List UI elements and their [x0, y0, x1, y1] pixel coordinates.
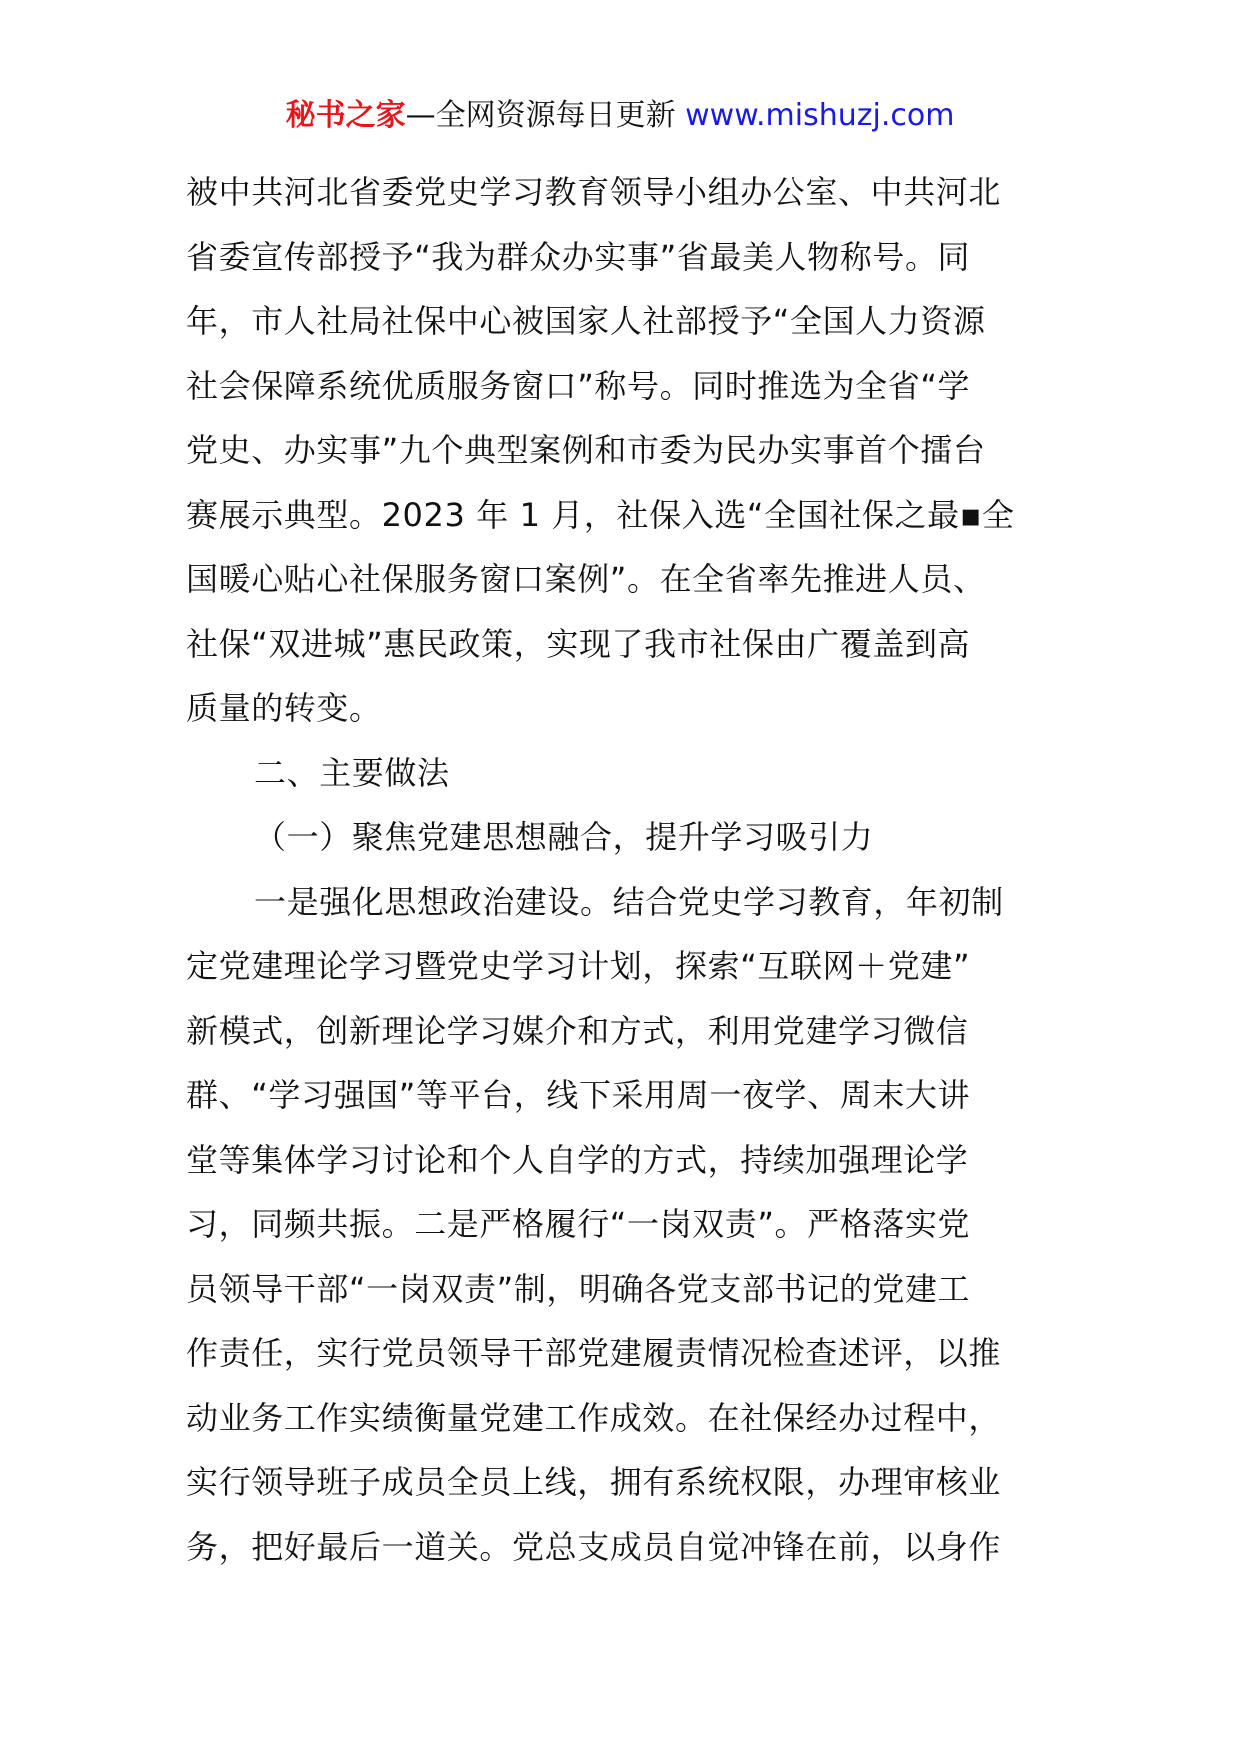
page-header [0, 96, 1240, 136]
text-line: 新模式，创新理论学习媒介和方式，利用党建学习微信 [186, 1011, 969, 1050]
header-tagline: —全网资源每日更新 [405, 98, 686, 133]
text-line: 年，市人社局社保中心被国家人社部授予“全国人力资源 [186, 302, 986, 340]
website-link[interactable]: www.mishuzj.com [685, 98, 955, 133]
text-line: 动业务工作实绩衡量党建工作成效。在社保经办过程中， [186, 1398, 1002, 1437]
text-line: 二、主要做法 [254, 753, 450, 792]
text-line: 党史、办实事”九个典型案例和市委为民办实事首个擂台 [186, 431, 986, 469]
text-line: 作责任，实行党员领导干部党建履责情况检查述评，以推 [186, 1334, 1002, 1372]
text-line: 社会保障系统优质服务窗口”称号。同时推选为全省“学 [186, 366, 971, 405]
text-line: 被中共河北省委党史学习教育领导小组办公室、中共河北 [186, 173, 1002, 211]
text-line: 定党建理论学习暨党史学习计划，探索“互联网＋党建” [186, 947, 971, 985]
text-line: 务，把好最后一道关。党总支成员自觉冲锋在前，以身作 [186, 1527, 1002, 1566]
text-line: 群、“学习强国”等平台，线下采用周一夜学、周末大讲 [186, 1076, 971, 1114]
text-line: 省委宣传部授予“我为群众办实事”省最美人物称号。同 [186, 237, 971, 276]
text-line: 社保“双进城”惠民政策，实现了我市社保由广覆盖到高 [186, 624, 971, 663]
document-body [186, 160, 1066, 1579]
brand-name: 秘书之家 [285, 98, 406, 133]
text-line: 习，同频共振。二是严格履行“一岗双责”。严格落实党 [186, 1205, 971, 1243]
text-line: 赛展示典型。2023 年 1 月，社保入选“全国社保之最▪全 [186, 495, 1015, 534]
text-line: 质量的转变。 [186, 689, 382, 727]
text-line: （一）聚焦党建思想融合，提升学习吸引力 [254, 818, 874, 856]
text-line: 国暖心贴心社保服务窗口案例”。在全省率先推进人员、 [186, 560, 986, 598]
text-line: 一是强化思想政治建设。结合党史学习教育，年初制 [254, 882, 1004, 921]
text-line: 实行领导班子成员全员上线，拥有系统权限，办理审核业 [186, 1463, 1002, 1501]
text-line: 堂等集体学习讨论和个人自学的方式，持续加强理论学 [186, 1140, 969, 1179]
text-line: 员领导干部“一岗双责”制，明确各党支部书记的党建工 [186, 1269, 971, 1308]
